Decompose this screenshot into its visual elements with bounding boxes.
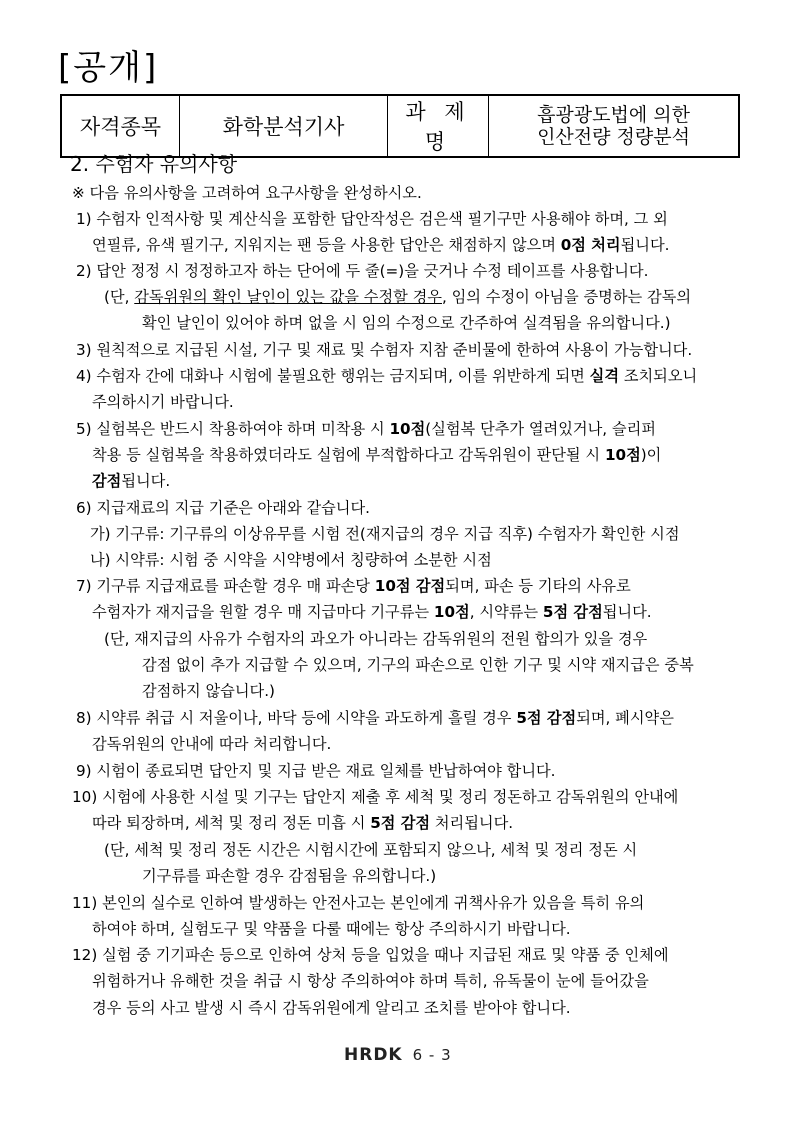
- notice-6: 6) 지급재료의 지급 기준은 아래와 같습니다.: [76, 499, 370, 517]
- info-table: [60, 94, 740, 158]
- notice-11-line2: 하여야 하며, 실험도구 및 약품을 다룰 때에는 항상 주의하시기 바랍니다.: [92, 920, 571, 938]
- task-value: [489, 95, 740, 157]
- notice-9: 9) 시험이 종료되면 답안지 및 지급 받은 재료 일체를 반납하여야 합니다.: [76, 762, 556, 780]
- hrdk-logo: HRDK: [344, 1045, 403, 1065]
- notice-2-line2: (단, 감독위원의 확인 날인이 있는 값을 수정할 경우, 임의 수정이 아님을 증명하는 감독의: [104, 288, 692, 306]
- notice-8-line1: 8) 시약류 취급 시 저울이나, 바닥 등에 시약을 과도하게 흘릴 경우 5점 감점되며, 폐시약은: [76, 709, 674, 727]
- notice-3: 3) 원칙적으로 지급된 시설, 기구 및 재료 및 수험자 지참 준비물에 한하여 사용이 가능합니다.: [76, 341, 693, 359]
- notice-6-b: 나) 시약류: 시험 중 시약을 시약병에서 칭량하여 소분한 시점: [90, 551, 492, 569]
- notice-12-line3: 경우 등의 사고 발생 시 즉시 감독위원에게 알리고 조치를 받아야 합니다.: [92, 999, 571, 1017]
- task-label: 과 제 명: [388, 95, 489, 157]
- section-title: 2. 수험자 유의사항: [70, 152, 238, 176]
- notice-12-line2: 위험하거나 유해한 것을 취급 시 항상 주의하여야 하며 특히, 유독물이 눈에 들어갔을: [92, 972, 649, 990]
- notice-5-line2: 착용 등 실험복을 착용하였더라도 실험에 부적합하다고 감독위원이 판단될 시 10점)이: [92, 446, 662, 464]
- intro-line: ※ 다음 유의사항을 고려하여 요구사항을 완성하시오.: [72, 184, 422, 202]
- disclosure-label: [공개]: [58, 48, 159, 88]
- notice-10-line2: 따라 퇴장하며, 세척 및 정리 정돈 미흡 시 5점 감점 처리됩니다.: [92, 814, 514, 832]
- notice-10-line4: 기구류를 파손할 경우 감점됨을 유의합니다.): [142, 867, 437, 885]
- notice-5-line1: 5) 실험복은 반드시 착용하여야 하며 미착용 시 10점(실험복 단추가 열려있거나, 슬리퍼: [76, 420, 656, 438]
- notice-7-line5: 감점하지 않습니다.): [142, 682, 275, 700]
- notice-1-line2: 연필류, 유색 필기구, 지워지는 팬 등을 사용한 답안은 채점하지 않으며 0점 처리됩니다.: [92, 236, 670, 254]
- notice-7-line3: (단, 재지급의 사유가 수험자의 과오가 아니라는 감독위원의 전원 합의가 있을 경우: [104, 630, 648, 648]
- notice-4-line2: 주의하시기 바랍니다.: [92, 393, 234, 411]
- notice-6-a: 가) 기구류: 기구류의 이상유무를 시험 전(재지급의 경우 지급 직후) 수험자가 확인한 시점: [90, 525, 680, 543]
- notice-1-line1: 1) 수험자 인적사항 및 계산식을 포함한 답안작성은 검은색 필기구만 사용해야 하며, 그 외: [76, 210, 668, 228]
- notice-11-line1: 11) 본인의 실수로 인하여 발생하는 안전사고는 본인에게 귀책사유가 있음을 특히 유의: [72, 894, 645, 912]
- notice-10-line3: (단, 세척 및 정리 정돈 시간은 시험시간에 포함되지 않으나, 세척 및 정리 정돈 시: [104, 841, 638, 859]
- cert-value: 화학분석기사: [180, 95, 388, 157]
- notice-8-line2: 감독위원의 안내에 따라 처리합니다.: [92, 735, 332, 753]
- notice-4-line1: 4) 수험자 간에 대화나 시험에 불필요한 행위는 금지되며, 이를 위반하게 되면 실격 조치되오니: [76, 367, 698, 385]
- notice-5-line3: 감점됩니다.: [92, 472, 171, 490]
- notice-7-line2: 수험자가 재지급을 원할 경우 매 지급마다 기구류는 10점, 시약류는 5점 감점됩니다.: [92, 603, 652, 621]
- notice-2-line1: 2) 답안 정정 시 정정하고자 하는 단어에 두 줄(=)을 긋거나 수정 테이프를 사용합니다.: [76, 262, 649, 280]
- page-footer: [344, 1045, 452, 1065]
- task-value-line2: 인산전량 정량분석: [537, 126, 690, 148]
- cert-label: 자격종목: [61, 95, 180, 157]
- task-value-line1: 흡광광도법에 의한: [537, 104, 690, 126]
- notice-2-line3: 확인 날인이 있어야 하며 없을 시 임의 수정으로 간주하여 실격됨을 유의합니다.): [142, 314, 671, 332]
- notice-12-line1: 12) 실험 중 기기파손 등으로 인하여 상처 등을 입었을 때나 지급된 재료 및 약품 중 인체에: [72, 946, 669, 964]
- notice-7-line1: 7) 기구류 지급재료를 파손할 경우 매 파손당 10점 감점되며, 파손 등 기타의 사유로: [76, 577, 631, 595]
- notice-10-line1: 10) 시험에 사용한 시설 및 기구는 답안지 제출 후 세척 및 정리 정돈하고 감독위원의 안내에: [72, 788, 679, 806]
- notice-7-line4: 감점 없이 추가 지급할 수 있으며, 기구의 파손으로 인한 기구 및 시약 재지급은 중복: [142, 656, 694, 674]
- page-number: 6 - 3: [412, 1046, 452, 1064]
